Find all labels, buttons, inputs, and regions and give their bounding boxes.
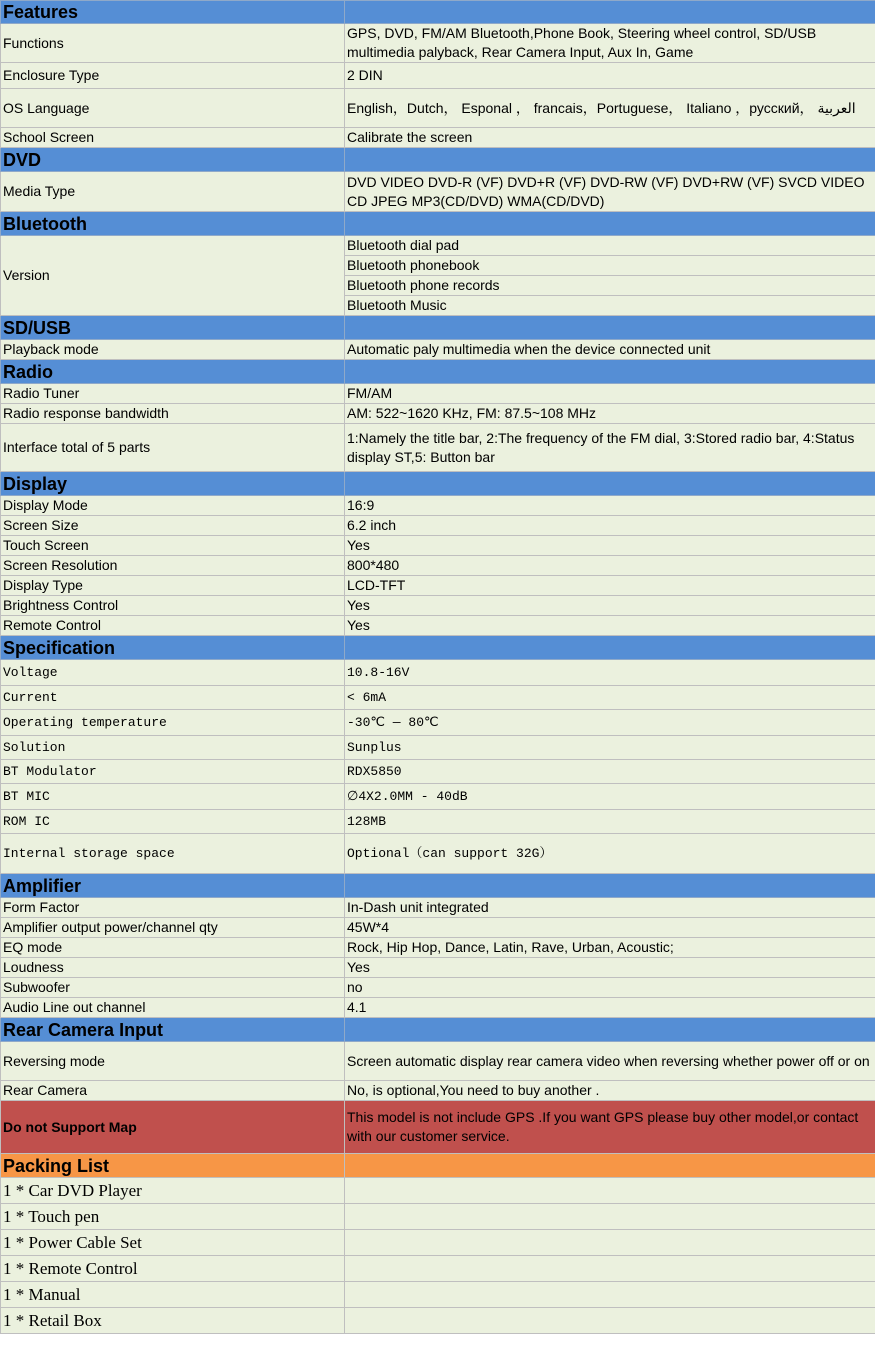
spec-row-subwoofer <box>1 978 875 998</box>
spec-value: no <box>345 978 875 998</box>
spec-row-screen-resolution <box>1 556 875 576</box>
section-header-blank <box>345 360 875 384</box>
packing-list-item <box>1 1204 875 1230</box>
warning-row <box>1 1101 875 1154</box>
packing-list-item <box>1 1178 875 1204</box>
packing-item-blank <box>345 1256 875 1282</box>
packing-list-header-blank <box>345 1154 875 1178</box>
section-header-blank <box>345 316 875 340</box>
spec-label: Voltage <box>1 660 345 686</box>
spec-label: OS Language <box>1 89 345 128</box>
packing-item-blank <box>345 1178 875 1204</box>
section-title: Specification <box>1 636 345 660</box>
spec-value: Rock, Hip Hop, Dance, Latin, Rave, Urban, Acoustic; <box>345 938 875 958</box>
spec-label: Rear Camera <box>1 1081 345 1101</box>
section-header-dvd <box>1 148 875 172</box>
spec-row-loudness <box>1 958 875 978</box>
section-header-blank <box>345 1 875 24</box>
spec-label: ROM IC <box>1 810 345 834</box>
spec-label: Playback mode <box>1 340 345 360</box>
spec-value: Automatic paly multimedia when the device connected unit <box>345 340 875 360</box>
spec-value: 4.1 <box>345 998 875 1018</box>
spec-value: 16:9 <box>345 496 875 516</box>
packing-item-blank <box>345 1308 875 1334</box>
packing-list-item <box>1 1308 875 1334</box>
section-header-specification <box>1 636 875 660</box>
spec-value: Yes <box>345 616 875 636</box>
spec-label: Form Factor <box>1 898 345 918</box>
spec-value: 800*480 <box>345 556 875 576</box>
spec-row-current <box>1 686 875 710</box>
spec-row-audio-line-out-channel <box>1 998 875 1018</box>
spec-row-solution <box>1 736 875 760</box>
section-title: Amplifier <box>1 874 345 898</box>
spec-row-version <box>1 236 875 316</box>
spec-row-reversing-mode <box>1 1042 875 1081</box>
spec-label: Enclosure Type <box>1 63 345 89</box>
spec-value: ∅4X2.0MM - 40dB <box>345 784 875 810</box>
spec-label: Interface total of 5 parts <box>1 424 345 472</box>
spec-label: Brightness Control <box>1 596 345 616</box>
spec-value: 128MB <box>345 810 875 834</box>
spec-row-media-type <box>1 172 875 212</box>
spec-label: Display Mode <box>1 496 345 516</box>
section-header-blank <box>345 148 875 172</box>
spec-value: English，Dutch， Esponal ， francais，Portuguese， Italiano ，русский， العربية <box>345 89 875 128</box>
packing-list-header <box>1 1154 875 1178</box>
spec-value: In-Dash unit integrated <box>345 898 875 918</box>
packing-item-label: 1 * Remote Control <box>1 1256 345 1282</box>
section-title: Display <box>1 472 345 496</box>
spec-value: < 6mA <box>345 686 875 710</box>
packing-item-label: 1 * Touch pen <box>1 1204 345 1230</box>
packing-item-label: 1 * Power Cable Set <box>1 1230 345 1256</box>
section-header-blank <box>345 212 875 236</box>
packing-item-label: 1 * Car DVD Player <box>1 1178 345 1204</box>
spec-value: Optional（can support 32G） <box>345 834 875 874</box>
packing-list-title: Packing List <box>1 1154 345 1178</box>
section-header-blank <box>345 472 875 496</box>
spec-row-radio-tuner <box>1 384 875 404</box>
spec-row-form-factor <box>1 898 875 918</box>
spec-value: 45W*4 <box>345 918 875 938</box>
warning-label: Do not Support Map <box>1 1101 345 1154</box>
spec-label: BT Modulator <box>1 760 345 784</box>
spec-row-radio-response-bandwidth <box>1 404 875 424</box>
packing-item-label: 1 * Retail Box <box>1 1308 345 1334</box>
spec-value: Yes <box>345 596 875 616</box>
spec-value: Yes <box>345 536 875 556</box>
section-header-features <box>1 1 875 24</box>
section-header-blank <box>345 874 875 898</box>
spec-row-os-language <box>1 89 875 128</box>
spec-table-body <box>1 1 875 1334</box>
spec-row-eq-mode <box>1 938 875 958</box>
section-header-bluetooth <box>1 212 875 236</box>
spec-label: Functions <box>1 24 345 63</box>
spec-value: No, is optional,You need to buy another . <box>345 1081 875 1101</box>
spec-row-screen-size <box>1 516 875 536</box>
spec-label: Subwoofer <box>1 978 345 998</box>
spec-value: DVD VIDEO DVD-R (VF) DVD+R (VF) DVD-RW (VF) DVD+RW (VF) SVCD VIDEO CD JPEG MP3(CD/DVD) WMA(CD/DVD) <box>345 172 875 212</box>
spec-row-enclosure-type <box>1 63 875 89</box>
spec-value-list-item: Bluetooth dial pad <box>345 236 875 256</box>
spec-value-list-item: Bluetooth phone records <box>345 276 875 296</box>
spec-label: Amplifier output power/channel qty <box>1 918 345 938</box>
spec-value: FM/AM <box>345 384 875 404</box>
spec-label: Reversing mode <box>1 1042 345 1081</box>
section-header-amplifier <box>1 874 875 898</box>
spec-label: Operating temperature <box>1 710 345 736</box>
spec-label: Display Type <box>1 576 345 596</box>
packing-item-blank <box>345 1204 875 1230</box>
packing-item-blank <box>345 1230 875 1256</box>
spec-label: Screen Resolution <box>1 556 345 576</box>
packing-list-item <box>1 1230 875 1256</box>
spec-row-rear-camera <box>1 1081 875 1101</box>
spec-row-bt-mic <box>1 784 875 810</box>
section-header-radio <box>1 360 875 384</box>
spec-row-functions <box>1 24 875 63</box>
spec-row-bt-modulator <box>1 760 875 784</box>
spec-row-display-mode <box>1 496 875 516</box>
spec-row-remote-control <box>1 616 875 636</box>
spec-label: Audio Line out channel <box>1 998 345 1018</box>
spec-value: Screen automatic display rear camera video when reversing whether power off or on <box>345 1042 875 1081</box>
spec-value: 6.2 inch <box>345 516 875 536</box>
spec-value: 2 DIN <box>345 63 875 89</box>
section-title: DVD <box>1 148 345 172</box>
spec-row-voltage <box>1 660 875 686</box>
section-title: Bluetooth <box>1 212 345 236</box>
spec-row-internal-storage-space <box>1 834 875 874</box>
section-title: Features <box>1 1 345 24</box>
spec-row-touch-screen <box>1 536 875 556</box>
packing-list-item <box>1 1256 875 1282</box>
spec-label: Radio response bandwidth <box>1 404 345 424</box>
spec-row-school-screen <box>1 128 875 148</box>
spec-value: Sunplus <box>345 736 875 760</box>
spec-value: Calibrate the screen <box>345 128 875 148</box>
spec-label: Version <box>1 236 345 316</box>
spec-label: Solution <box>1 736 345 760</box>
spec-value: -30℃ — 80℃ <box>345 710 875 736</box>
packing-item-blank <box>345 1282 875 1308</box>
spec-label: Loudness <box>1 958 345 978</box>
section-header-blank <box>345 636 875 660</box>
spec-value: 1:Namely the title bar, 2:The frequency of the FM dial, 3:Stored radio bar, 4:Status display ST,5: Button bar <box>345 424 875 472</box>
spec-row-playback-mode <box>1 340 875 360</box>
spec-row-interface-total-of-5-parts <box>1 424 875 472</box>
section-title: SD/USB <box>1 316 345 340</box>
spec-row-operating-temperature <box>1 710 875 736</box>
spec-row-rom-ic <box>1 810 875 834</box>
section-header-blank <box>345 1018 875 1042</box>
spec-row-amplifier-output-power-channel-qty <box>1 918 875 938</box>
section-header-rear-camera-input <box>1 1018 875 1042</box>
spec-value-list-item: Bluetooth Music <box>347 297 447 313</box>
spec-label: Radio Tuner <box>1 384 345 404</box>
spec-row-brightness-control <box>1 596 875 616</box>
spec-row-display-type <box>1 576 875 596</box>
section-header-sd-usb <box>1 316 875 340</box>
packing-list-item <box>1 1282 875 1308</box>
spec-label: EQ mode <box>1 938 345 958</box>
spec-label: Remote Control <box>1 616 345 636</box>
spec-value: Yes <box>345 958 875 978</box>
warning-text: This model is not include GPS .If you want GPS please buy other model,or contact with our customer service. <box>345 1101 875 1154</box>
packing-item-label: 1 * Manual <box>1 1282 345 1308</box>
spec-value: RDX5850 <box>345 760 875 784</box>
spec-value: AM: 522~1620 KHz, FM: 87.5~108 MHz <box>345 404 875 424</box>
spec-label: Internal storage space <box>1 834 345 874</box>
spec-label: Screen Size <box>1 516 345 536</box>
section-title: Rear Camera Input <box>1 1018 345 1042</box>
spec-label: Current <box>1 686 345 710</box>
spec-value: 10.8-16V <box>345 660 875 686</box>
spec-label: Touch Screen <box>1 536 345 556</box>
section-title: Radio <box>1 360 345 384</box>
section-header-display <box>1 472 875 496</box>
spec-value: LCD-TFT <box>345 576 875 596</box>
spec-value-list <box>345 236 875 316</box>
spec-value-list-item: Bluetooth phonebook <box>345 256 875 276</box>
spec-value: GPS, DVD, FM/AM Bluetooth,Phone Book, Steering wheel control, SD/USB multimedia palyback, Rear Camera Input, Aux In, Game <box>345 24 875 63</box>
spec-label: BT MIC <box>1 784 345 810</box>
spec-label: Media Type <box>1 172 345 212</box>
spec-label: School Screen <box>1 128 345 148</box>
